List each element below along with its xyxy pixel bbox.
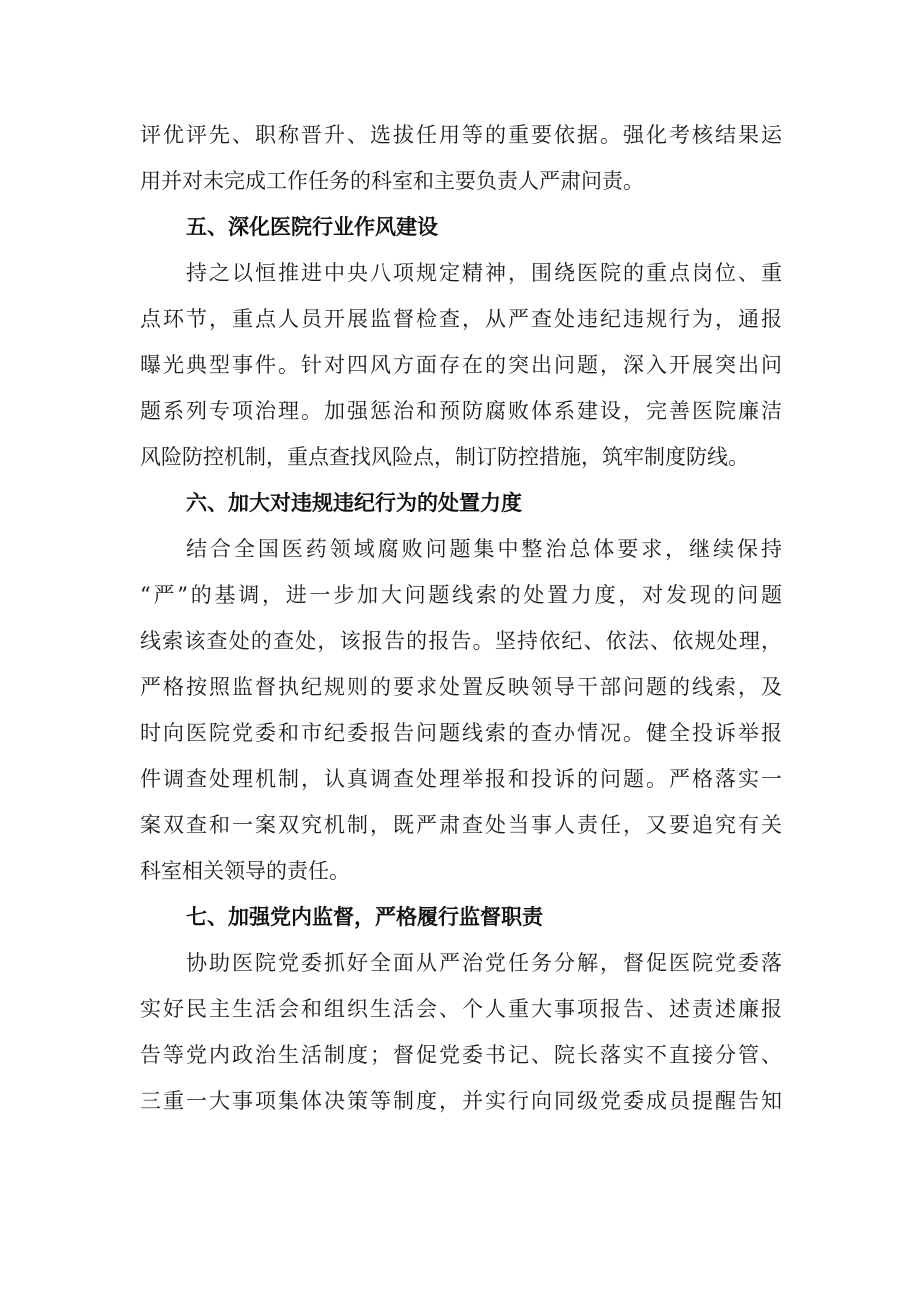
text-line: 风险防控机制，重点查找风险点，制订防控措施，筑牢制度防线。 <box>140 445 749 469</box>
text-line: 用并对未完成工作任务的科室和主要负责人严肃问责。 <box>140 169 644 193</box>
intro-paragraph <box>140 112 782 204</box>
text-line: 曝光典型事件。针对四风方面存在的突出问题，深入开展突出问 <box>140 353 782 377</box>
section-heading: 五、深化医院行业作风建设 <box>186 215 438 239</box>
document-body <box>140 112 782 1124</box>
text-line: 件调查处理机制，认真调查处理举报和投诉的问题。严格落实一 <box>140 767 782 791</box>
text-line: 评优评先、职称晋升、选拔任用等的重要依据。强化考核结果运 <box>140 123 782 147</box>
text-line: 协助医院党委抓好全面从严治党任务分解，督促医院党委落 <box>186 951 782 975</box>
text-line: 三重一大事项集体决策等制度，并实行向同级党委成员提醒告知 <box>140 1089 782 1113</box>
section-heading: 六、加大对违规违纪行为的处置力度 <box>186 491 522 515</box>
section-heading: 七、加强党内监督，严格履行监督职责 <box>186 905 543 929</box>
text-line: 实好民主生活会和组织生活会、个人重大事项报告、述责述廉报 <box>140 997 782 1021</box>
text-line: “严”的基调，进一步加大问题线索的处置力度，对发现的问题 <box>140 583 782 607</box>
text-line: 结合全国医药领域腐败问题集中整治总体要求，继续保持 <box>186 537 782 561</box>
text-line: 严格按照监督执纪规则的要求处置反映领导干部问题的线索，及 <box>140 675 782 699</box>
text-line: 点环节，重点人员开展监督检查，从严查处违纪违规行为，通报 <box>140 307 782 331</box>
text-line: 案双查和一案双究机制，既严肃查处当事人责任，又要追究有关 <box>140 813 782 837</box>
text-line: 告等党内政治生活制度；督促党委书记、院长落实不直接分管、 <box>140 1043 782 1067</box>
text-line: 科室相关领导的责任。 <box>140 859 350 883</box>
text-line: 时向医院党委和市纪委报告问题线索的查办情况。健全投诉举报 <box>140 721 782 745</box>
section-6 <box>140 480 782 894</box>
text-line: 持之以恒推进中央八项规定精神，围绕医院的重点岗位、重 <box>186 261 782 285</box>
section-5 <box>140 204 782 480</box>
text-line: 线索该查处的查处，该报告的报告。坚持依纪、依法、依规处理， <box>140 629 782 653</box>
text-line: 题系列专项治理。加强惩治和预防腐败体系建设，完善医院廉洁 <box>140 399 782 423</box>
section-7 <box>140 894 782 1124</box>
